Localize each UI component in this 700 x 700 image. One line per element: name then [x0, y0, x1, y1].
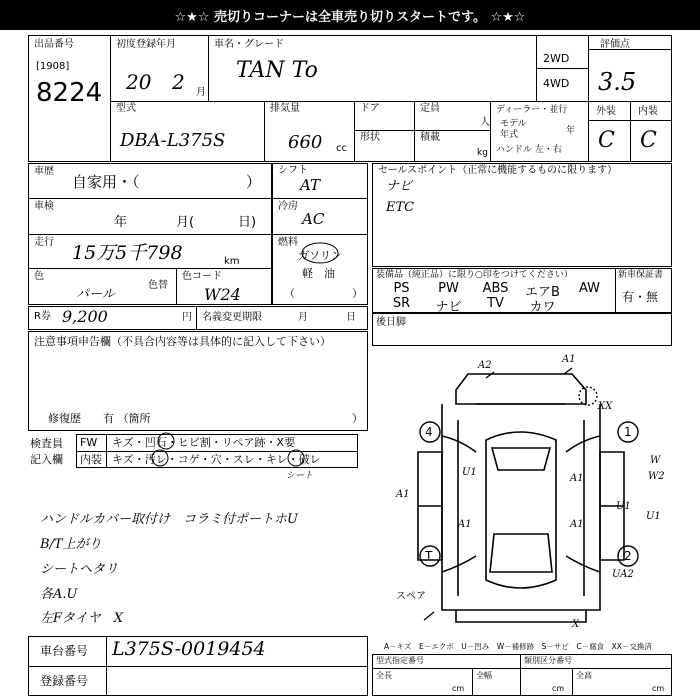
repair-history: 修復歴 有 （箇所 [48, 412, 151, 425]
mark-a1-center-right: A1 [570, 519, 584, 530]
inspection-year: 年 [114, 215, 128, 230]
first-reg-year: 20 [126, 70, 152, 94]
footer-unit-1: cm [452, 684, 465, 693]
mileage-unit: km [224, 256, 240, 267]
mark-a1-left-door: A1 [396, 489, 410, 500]
mark-ua1-right: U1 [646, 511, 661, 522]
mark-a2-top: A2 [478, 360, 492, 371]
new-car-warranty-label: 新車保証書 [618, 270, 664, 280]
score-value: 3.5 [598, 68, 637, 96]
mark-xx: XX [598, 401, 613, 412]
car-name-label: 車名・グレード [214, 39, 284, 50]
inspection-month: 月( [176, 215, 195, 230]
footer-col1: 型式指定番号 [376, 656, 424, 665]
equipment-item: TV [487, 296, 504, 311]
equipment-item: カワ [529, 300, 556, 315]
inspector-note: シート [286, 471, 314, 481]
auto-tax-day: 日 [346, 312, 356, 323]
shift-label: シフト [278, 165, 308, 176]
recycle-label: R券 [34, 311, 51, 322]
repair-history-close: ） [352, 412, 363, 425]
mark-ua1-rear-right: U1 [616, 501, 631, 512]
lot-number: 8224 [36, 78, 103, 108]
footer-unit-3: cm [652, 684, 665, 693]
footer-col3: 全長 [376, 671, 392, 680]
capacity-label: 定員 [420, 103, 440, 114]
inspector-label-1: 検査員 [30, 437, 63, 450]
equipment-item: ナビ [435, 300, 462, 315]
exterior-label: 外装 [596, 106, 616, 117]
dealer-label: ディーラー・並行 [496, 105, 568, 115]
notes-label: 注意事項申告欄（不具合内容等は具体的に記入して下さい） [34, 335, 331, 348]
history-label: 車歴 [34, 166, 54, 177]
hand-note-5: 左Fタイヤ X [40, 611, 124, 626]
fuel-gas: ガソリン [298, 249, 342, 262]
chassis-value: L375S-0019454 [112, 638, 266, 660]
footer-col5: 全高 [576, 671, 592, 680]
score-label: 評価点 [600, 39, 630, 50]
interior-value: C [640, 128, 657, 153]
footer-unit-2: cm [552, 684, 565, 693]
mark-a1-top: A1 [562, 354, 576, 365]
fuel-label: 燃料 [278, 237, 298, 248]
drive-4wd: 4WD [543, 77, 570, 90]
recycle-unit: 円 [182, 312, 192, 323]
sales-points-label: セールスポイント（正常に機能するものに限ります） [378, 165, 618, 176]
color-code: W24 [204, 285, 241, 304]
load-unit: kg [477, 148, 488, 158]
inspection-label: 車検 [34, 201, 54, 212]
auto-tax-label: 名義変更期限 [202, 312, 262, 323]
inspector-label-2: 記入欄 [30, 453, 63, 466]
equipment-item: SR [392, 296, 411, 311]
shape-label: 形状 [360, 132, 380, 143]
fw-tag: FW [80, 436, 98, 449]
color-label: 色 [34, 271, 44, 282]
first-reg-unit: 月 [196, 87, 206, 98]
equipment-item: エアB [525, 285, 560, 300]
mark-ua2: UA2 [612, 569, 634, 580]
hand-note-2: B/T上がり [40, 537, 102, 552]
dealer-year-unit: 年 [566, 126, 576, 136]
shift-value: AT [300, 176, 321, 194]
displacement-unit: cc [336, 143, 347, 154]
fuel-diesel: 軽 油 [302, 267, 335, 280]
reg-number-label: 登録番号 [40, 674, 89, 688]
lot-label: 出品番号 [34, 39, 74, 50]
wheel-rear-right: 2 [624, 549, 632, 563]
history-value: 自家用・（ [72, 173, 140, 191]
doors-label: ドア [360, 103, 380, 114]
mileage-label: 走行 [34, 237, 54, 248]
equipment-item: AW [578, 281, 601, 296]
dealer-handle: ハンドル 左・右 [496, 145, 562, 155]
displacement-label: 排気量 [270, 103, 300, 114]
ac-value: AC [302, 210, 325, 228]
mark-a1-center-left: A1 [458, 519, 472, 530]
recycle-value: 9,200 [62, 307, 108, 326]
color-code-label: 色コード [182, 271, 222, 282]
lot-code: [1908] [36, 61, 70, 72]
interior-items: キズ・汚レ・コゲ・穴・スレ・キレ・破レ [112, 453, 321, 466]
first-reg-label: 初度登録年月 [116, 39, 176, 50]
ac-label: 冷房 [278, 201, 298, 212]
hand-note-4: 各A.U [40, 587, 78, 602]
late-date-label: 後日脚 [376, 317, 406, 328]
model-value: DBA-L375S [120, 130, 226, 151]
displacement-value: 660 [288, 132, 323, 153]
footer-col2: 類別区分番号 [524, 656, 572, 665]
load-label: 積載 [420, 132, 440, 143]
interior-tag: 内装 [80, 453, 102, 466]
interior-label: 内装 [638, 106, 658, 117]
footer-col4: 全幅 [476, 671, 492, 680]
wheel-front-left: 4 [425, 425, 433, 439]
mark-x-bottom: X [572, 619, 580, 630]
fuel-paren-close: ） [352, 287, 363, 300]
equipment-item: PW [438, 281, 459, 296]
mark-ua1-left: U1 [462, 467, 477, 478]
diagram-legend: A－キズ E－エクボ U－凹み W－補修跡 S－サビ C－腐食 XX－交換済 [384, 642, 652, 651]
dealer-year: 年式 [500, 130, 519, 140]
capacity-unit: 人 [480, 117, 490, 128]
color-value: パール [76, 287, 115, 302]
first-reg-month: 2 [172, 70, 185, 94]
fw-items: キズ・凹石・ヒビ割・リペア跡・X要 [112, 436, 296, 449]
warranty-value: 有・無 [622, 290, 659, 304]
inspection-day: 日) [238, 215, 257, 230]
wheel-rear-left: T [425, 549, 433, 563]
exterior-value: C [598, 128, 615, 153]
spare-label: スペア [396, 591, 426, 602]
car-name-value: TAN To [236, 58, 318, 83]
auto-tax-month: 月 [298, 312, 308, 323]
mileage-value: 15万5千798 [72, 242, 183, 264]
mark-w: W [650, 455, 661, 466]
sales-point-2: ETC [386, 200, 415, 215]
drive-2wd: 2WD [543, 52, 570, 65]
equipment-label: 装備品（純正品）に限り○印をつけてください） [376, 270, 573, 280]
chassis-label: 車台番号 [40, 644, 89, 658]
equipment-item: PS [393, 281, 410, 296]
sales-point-1: ナビ [386, 179, 413, 194]
history-close: ） [246, 173, 262, 191]
fuel-paren-open: （ [284, 287, 295, 300]
color-replace: 色替 [148, 280, 168, 291]
hand-note-1: ハンドルカバー取付け コラミ付ポートホU [40, 512, 298, 527]
model-label: 型式 [116, 103, 136, 114]
hand-note-3: シートヘタリ [40, 562, 119, 577]
wheel-front-right: 1 [624, 425, 632, 439]
banner: ☆★☆ 売切りコーナーは全車売り切りスタートです。 ☆★☆ [0, 0, 700, 30]
mark-w2: W2 [648, 471, 665, 482]
equipment-item: ABS [482, 281, 509, 296]
mark-a1-right-upper: A1 [570, 473, 584, 484]
dealer-model: モデル [500, 119, 527, 129]
